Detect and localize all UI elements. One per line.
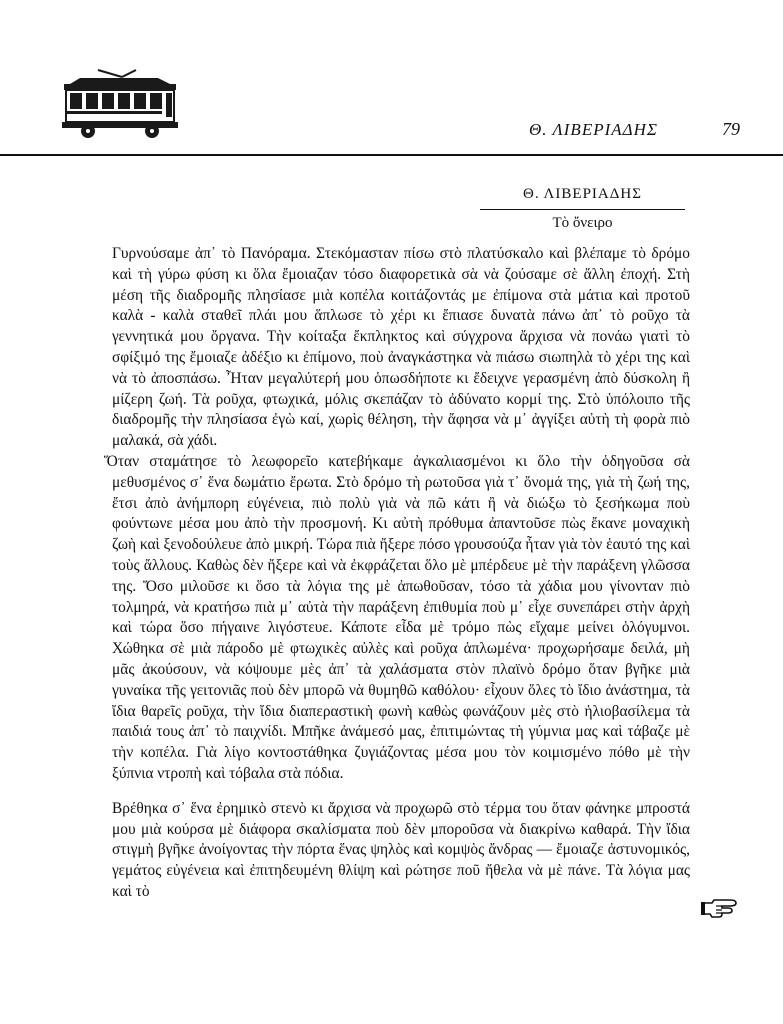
- tram-car-icon: [58, 68, 183, 140]
- paragraph: Βρέθηκα σ᾽ ἕνα ἐρημικὸ στενὸ κι ἄρχισα νὰ προχωρῶ στὸ τέρμα του ὅταν φάνηκε μπροστά μου μιὰ κούρσα μὲ διάφορα σκαλίσματα ποὺ δὲν μποροῦσα νὰ διακρίνω καθαρά. Τὴν ἴδια στιγμὴ βγῆκε ἀνοίγοντας τὴν πόρτα ἕνας ψηλὸς καὶ κομψὸς ἄνδρας — ἔμοιαζε ἀστυνομικός, γεμάτος εὐγένεια καὶ ἐπιτηδευμένη θλίψη καὶ ρώτησε ποῦ ἤθελα νὰ μὲ πάνε. Τὰ λόγια μας καὶ τὸ: [112, 799, 690, 900]
- byline: [480, 186, 685, 232]
- running-header-author: Θ. ΛΙΒΕΡΙΑΔΗΣ: [529, 120, 658, 139]
- paragraph: Ὅταν σταμάτησε τὸ λεωφορεῖο κατεβήκαμε ἀγκαλιασμένοι κι ὅλο τὴν ὁδηγοῦσα σὰ μεθυσμένος σ᾽ ἕνα δωμάτιο ἔρωτα. Στὸ δρόμο τὴ ρωτοῦσα γιὰ τ᾽ ὄνομά της, γιὰ τὴ ζωή της, ἔτσι ἀπὸ ἀνήμπορη εὐγένεια, πιὸ πολὺ γιὰ νὰ πῶ κάτι ἢ νὰ διώξω τὸ ξεσήκωμα ποὺ φούντωνε μέσα μου ἀπὸ τὴν προσμονή. Κι αὐτὴ πρόθυμα ἀπαντοῦσε πὼς ἔκανε μοναχικὴ ζωὴ καὶ ξενοδούλευε ἀπὸ μικρή. Τώρα πιὰ ἤξερε πόσο γρουσούζα ἦταν γιὰ τὸν ἑαυτό της καὶ τοὺς ἄλλους. Καθὼς δὲν ἤξερε καὶ νὰ ἐκφράζεται ὅλο μὲ μπέρδευε μὲ τὴν παράξενη γλῶσσα της. Ὅσο μιλοῦσε κι ὅσο τὰ λόγια της μὲ ἀπωθοῦσαν, τόσο τὰ χάδια μου γίνονταν πιὸ τολμηρά, νὰ κρατήσω πιὰ μ᾽ αὐτὰ τὴν παράξενη ἐπιθυμία ποὺ μ᾽ εἶχε συνεπάρει στὴν ἀρχὴ καὶ τώρα ὅσο πήγαινε λιγόστευε. Κάποτε εἶδα μὲ τρόμο πὼς εἴχαμε μείνει ὁλόγυμνοι. Χώθηκα σὲ μιὰ πάροδο μὲ φτωχικὲς αὐλὲς καὶ ροῦχα ἁπλωμένα· προχωρήσαμε δειλά, μὴ μᾶς ἀκούσουν, νὰ κόψουμε μὲς ἀπ᾽ τὰ χαλάσματα στὸν πλαϊνὸ δρόμο ὅταν βγῆκε μιὰ γυναίκα τῆς γειτονιᾶς ποὺ δὲν μπορῶ νὰ θυμηθῶ καθόλου· εἶχουν ὅλες τὸ ἴδιο ἀνάστημα, τὰ ἴδια θαρεῖς ροῦχα, τὴν ἴδια διαπεραστικὴ φωνὴ καθὼς φωνάζουν μὲς στὸ ἡλιοβασίλεμα τὰ παιδιά τους ἀπ᾽ τὸ παιχνίδι. Μπῆκε ἀνάμεσό μας, ἐπιτιμώντας τὴ γύμνια μας καὶ τάβαζε μὲ τὴν κοπέλα. Γιὰ λίγο κοντοστάθηκα ζυγιάζοντας μέσα μου τὸν κοιμισμένο πόθο μὲ τὴν ξύπνια ντροπὴ καὶ τόβαλα στὰ πόδια.: [104, 452, 690, 782]
- pointing-hand-icon: [700, 897, 740, 919]
- header-rule: [0, 154, 783, 156]
- paragraph: Γυρνούσαμε ἀπ᾽ τὸ Πανόραμα. Στεκόμασταν πίσω στὸ πλατύσκαλο καὶ βλέπαμε τὸ δρόμο καὶ τὴ γύρω φύση κι ὅλα ἔμοιαζαν τόσο διαφορετικὰ σὰ νὰ ζούσαμε σὲ ἄλλη ἐποχή. Στὴ μέση τῆς διαδρομῆς πλησίασε μιὰ κοπέλα κοιτάζοντάς με ἐπίμονα στὰ μάτια καὶ προτοῦ καλὰ - καλὰ σταθεῖ πλάι μου ἅπλωσε τὸ χέρι κι ἔπιασε δυνατὰ πάνω ἀπ᾽ τὸ ροῦχο τὰ γεννητικά μου ὄργανα. Τὴν κοίταξα ἔκπληκτος καὶ σύγχρονα ἄρχισα νὰ πονάω γιατὶ τὸ σφίξιμό της ἔμοιαζε ἀδέξιο κι ἐπίμονο, ποὺ ἀναγκάστηκα νὰ πιάσω σιωπηλὰ τὸ χέρι της καὶ νὰ τὸ ἀποσπάσω. Ἦταν μεγαλύτερή μου ὁπωσδήποτε κι ἔδειχνε γερασμένη ἀπὸ δύσκολη ἢ μίζερη ζωή. Τὰ ροῦχα, φτωχικά, μόλις σκεπάζαν τὸ ἀδύνατο κορμί της. Στὸ ὑπόλοιπο τῆς διαδρομῆς τὴν πλησίασα ἐγὼ καί, χωρὶς θέληση, τὴν ἄφησα νὰ μ᾽ ἀγγίξει αὐτὴ τὴ φορὰ πιὸ μαλακά, σὰ χάδι.: [112, 245, 690, 450]
- story-body: [104, 244, 690, 903]
- byline-rule: [480, 209, 685, 210]
- story-title: Τὸ ὄνειρο: [552, 215, 613, 231]
- page-number: 79: [722, 119, 740, 139]
- byline-author: Θ. ΛΙΒΕΡΙΑΔΗΣ: [523, 186, 642, 202]
